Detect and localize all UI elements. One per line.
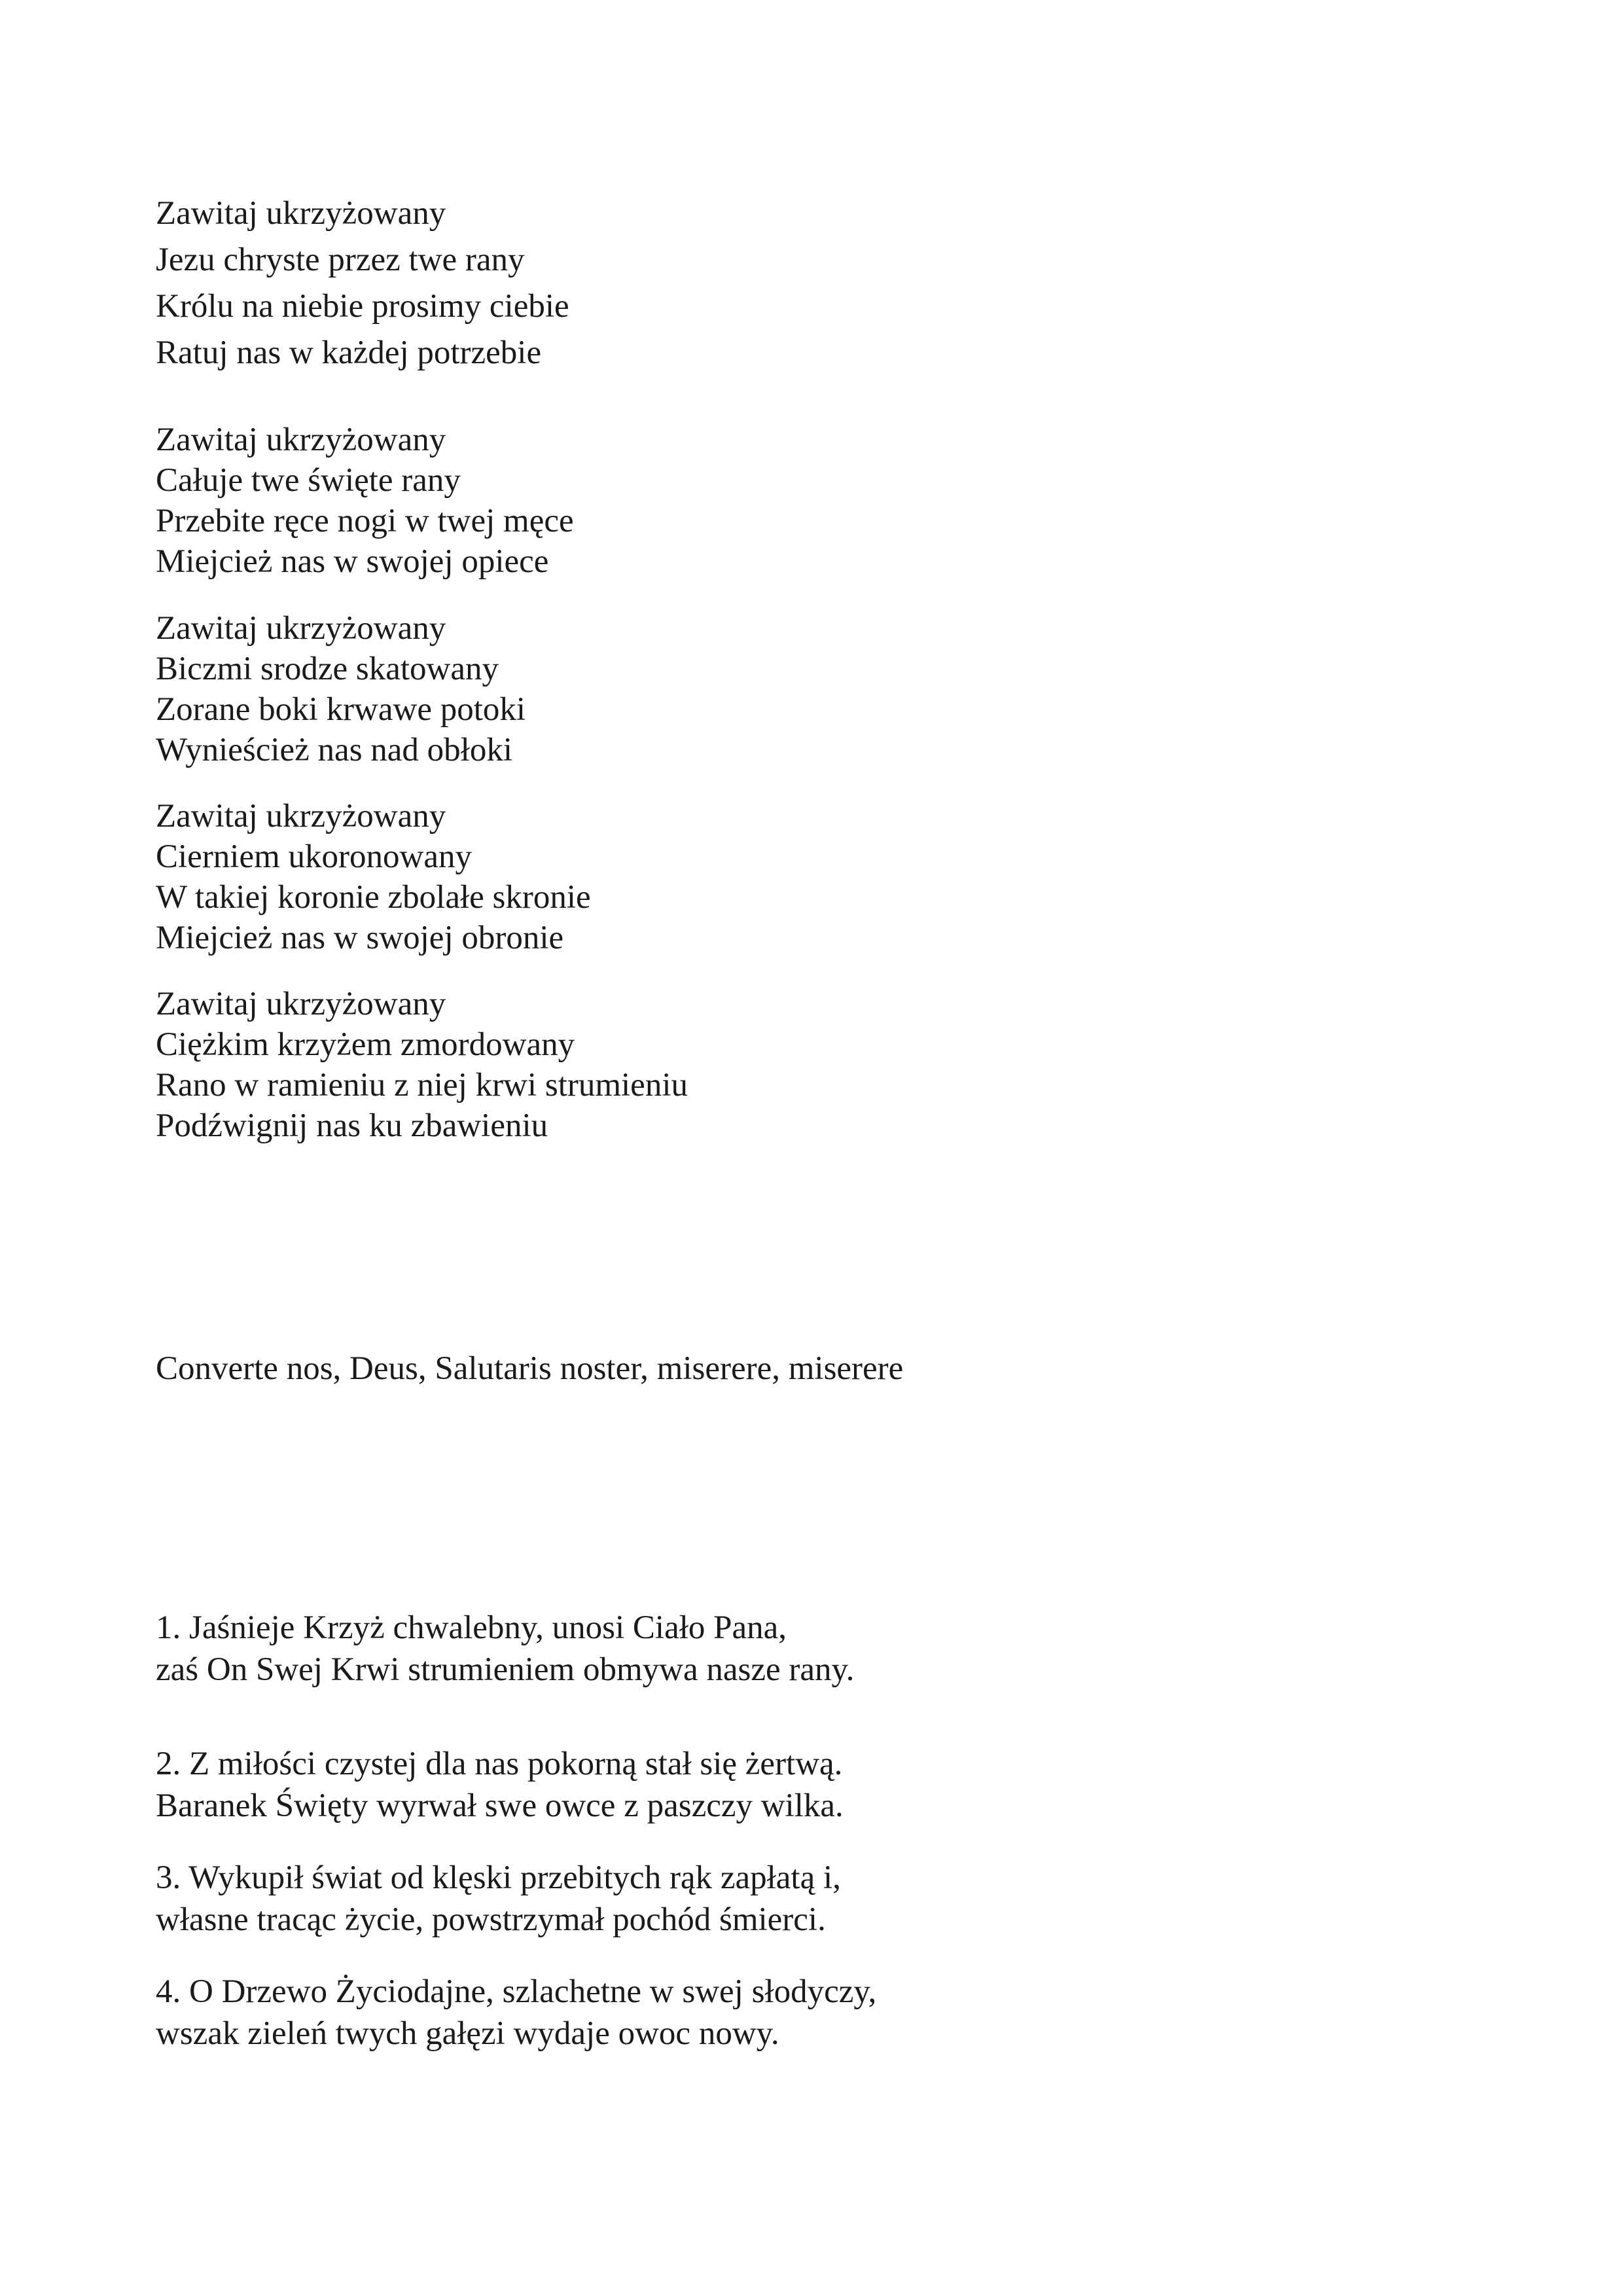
- stanza-4: [156, 796, 1465, 958]
- verse-2: [156, 1743, 1465, 1827]
- stanza-line: Podźwignij nas ku zbawieniu: [156, 1107, 548, 1144]
- stanza-line: Królu na niebie prosimy ciebie: [156, 288, 569, 325]
- stanza-2: [156, 420, 1465, 582]
- stanza-line: Rano w ramieniu z niej krwi strumieniu: [156, 1067, 688, 1103]
- verse-3: [156, 1857, 1465, 1941]
- verse-line: 2. Z miłości czystej dla nas pokorną stał się żertwą.: [156, 1746, 843, 1782]
- stanza-3: [156, 608, 1465, 770]
- antiphon-text: Converte nos, Deus, Salutaris noster, miserere, miserere: [156, 1350, 904, 1387]
- stanza-line: Całuje twe święte rany: [156, 462, 461, 499]
- verse-line: 1. Jaśnieje Krzyż chwalebny, unosi Ciało Pana,: [156, 1609, 787, 1646]
- stanza-line: Miejcież nas w swojej obronie: [156, 920, 564, 956]
- stanza-line: W takiej koronie zbolałe skronie: [156, 879, 591, 916]
- stanza-line: Ciężkim krzyżem zmordowany: [156, 1026, 575, 1063]
- verse-4: [156, 1971, 1465, 2054]
- stanza-line: Przebite ręce nogi w twej męce: [156, 503, 574, 539]
- verse-line: zaś On Swej Krwi strumieniem obmywa nasze rany.: [156, 1651, 855, 1688]
- stanza-line: Miejcież nas w swojej opiece: [156, 543, 549, 580]
- verse-line: Baranek Święty wyrwał swe owce z paszczy wilka.: [156, 1787, 844, 1824]
- stanza-line: Zawitaj ukrzyżowany: [156, 610, 446, 647]
- verse-1: [156, 1607, 1465, 1691]
- stanza-line: Cierniem ukoronowany: [156, 838, 472, 875]
- stanza-line: Wynieścież nas nad obłoki: [156, 732, 513, 768]
- stanza-1: [156, 190, 1465, 376]
- stanza-line: Ratuj nas w każdej potrzebie: [156, 334, 542, 371]
- stanza-line: Zawitaj ukrzyżowany: [156, 798, 446, 834]
- verse-line: własne tracąc życie, powstrzymał pochód śmierci.: [156, 1901, 826, 1938]
- stanza-line: Jezu chryste przez twe rany: [156, 242, 525, 278]
- antiphon: [156, 1348, 1465, 1389]
- stanza-line: Zawitaj ukrzyżowany: [156, 195, 446, 232]
- stanza-line: Zawitaj ukrzyżowany: [156, 986, 446, 1022]
- stanza-line: Zorane boki krwawe potoki: [156, 691, 526, 728]
- verse-line: wszak zieleń twych gałęzi wydaje owoc nowy.: [156, 2015, 779, 2052]
- verse-line: 3. Wykupił świat od klęski przebitych rąk zapłatą i,: [156, 1859, 841, 1896]
- stanza-5: [156, 984, 1465, 1146]
- stanza-line: Biczmi srodze skatowany: [156, 651, 499, 687]
- verse-line: 4. O Drzewo Życiodajne, szlachetne w swej słodyczy,: [156, 1973, 877, 2010]
- stanza-line: Zawitaj ukrzyżowany: [156, 422, 446, 458]
